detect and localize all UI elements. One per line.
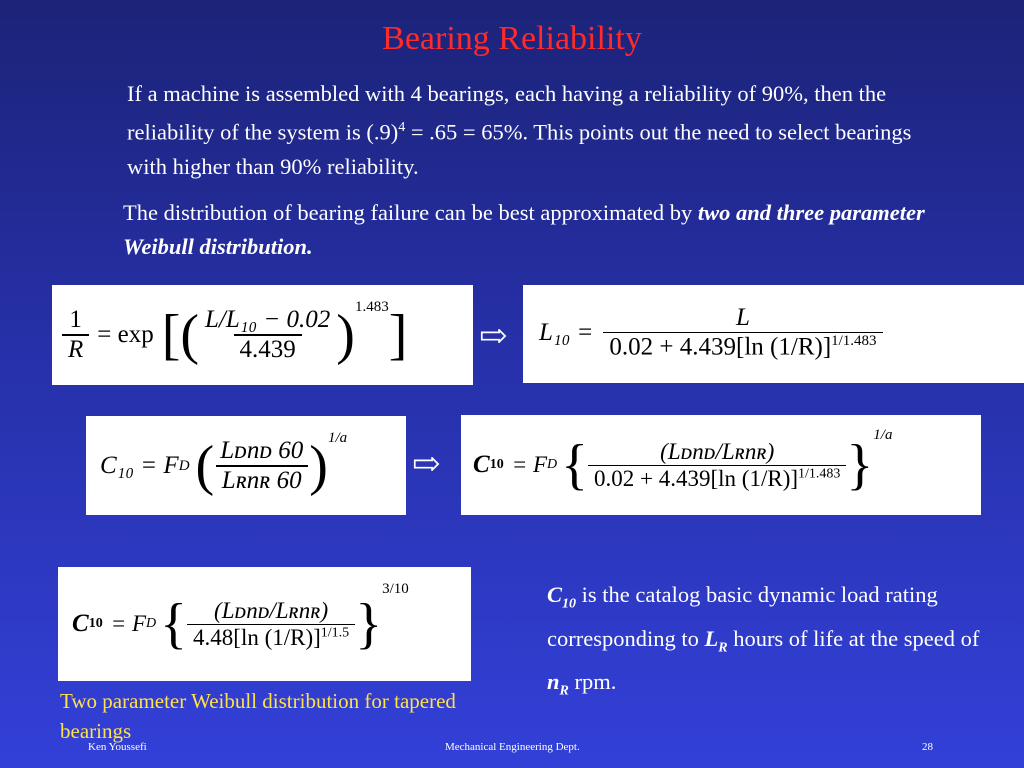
equation-l10 <box>523 285 1024 383</box>
eq1-lhs-den: R <box>62 334 89 364</box>
eq4-power: 1/a <box>873 427 893 443</box>
eq5-fraction <box>187 598 355 651</box>
eq4-brace-right: } <box>846 434 874 496</box>
eq4-label-sub: 10 <box>489 457 504 472</box>
eq1-inner-num: L/L₁₀ − 0.02 <box>205 306 331 333</box>
eq1-inner-den: 4.439 <box>234 334 302 364</box>
eq4-den: 0.02 + 4.439[ln (1/R)] <box>594 465 799 491</box>
eq3-num: Lᴅnᴅ 60 <box>220 437 304 464</box>
eq1-exp: = exp <box>97 321 154 348</box>
footer-dept: Mechanical Engineering Dept. <box>445 741 580 753</box>
equation-c10-three-param <box>461 415 981 515</box>
eq5-eq: = F <box>110 611 147 636</box>
eq5-den-power: 1/1.5 <box>320 624 350 640</box>
equation-c10-ratio <box>86 416 406 515</box>
eq5-brace-left: { <box>160 593 188 655</box>
desc-l-sub: R <box>718 640 728 655</box>
footer-page-number: 28 <box>922 741 933 753</box>
eq1-lhs-fraction <box>62 306 89 364</box>
paragraph1-part1: If a machine is assembled with 4 bearings, each having a reliability of 90%, then the reliability of the system is (.9) <box>127 81 887 145</box>
eq5-den: 4.48[ln (1/R)] <box>193 624 321 650</box>
eq3-paren-right: ) <box>309 435 328 497</box>
paragraph2-emphasis: two and three parameter Weibull distribution. <box>123 200 925 259</box>
eq5-eq-sub: D <box>146 616 157 631</box>
desc-n: n <box>547 669 560 694</box>
eq3-power: 1/a <box>327 430 348 446</box>
eq1-paren-right: ) <box>336 304 355 366</box>
eq1-bracket-right: ] <box>388 304 408 366</box>
eq2-fraction <box>603 304 882 361</box>
eq1-lhs-num: 1 <box>69 306 82 333</box>
eq1-inner-fraction <box>199 306 336 364</box>
eq3-paren-left: ( <box>195 435 215 497</box>
eq3-lhs-sub: D <box>178 457 190 474</box>
reliability-paragraph <box>127 77 947 184</box>
eq5-label-sub: 10 <box>88 616 103 631</box>
eq1-bracket-left: [( <box>161 304 200 366</box>
desc-n-sub: R <box>559 683 569 699</box>
eq2-den: 0.02 + 4.439[ln (1/R)] <box>609 333 832 361</box>
eq3-fraction <box>214 437 309 495</box>
paragraph1-exponent: 4 <box>398 120 406 135</box>
equation-c10-two-param <box>58 567 471 681</box>
footer-author: Ken Youssefi <box>88 741 147 753</box>
equation-reliability <box>52 285 473 385</box>
eq5-label: C <box>72 610 89 637</box>
eq2-num: L <box>736 304 750 332</box>
desc-text1: is the catalog basic dynamic load rating corresponding to <box>547 582 938 651</box>
desc-c: C <box>547 582 563 607</box>
tapered-caption: Two parameter Weibull distribution for tapered bearings <box>60 689 456 743</box>
eq4-eq-sub: D <box>547 457 558 472</box>
desc-text2: hours of life at the speed of <box>727 625 980 651</box>
c10-description <box>547 578 987 709</box>
arrow-right-icon: ⇨ <box>412 446 441 483</box>
eq3-den: Lʀnʀ 60 <box>216 465 308 495</box>
eq4-brace-left: { <box>561 434 589 496</box>
eq5-brace-right: } <box>355 593 383 655</box>
slide-title: Bearing Reliability <box>382 20 642 57</box>
paragraph1-part2: = .65 = 65%. This points out the need to select bearings with higher than 90% reliability. <box>127 119 912 179</box>
eq5-num: (Lᴅnᴅ/Lʀnʀ) <box>214 597 329 623</box>
eq4-den-power: 1/1.483 <box>798 465 841 481</box>
eq4-eq: = F <box>511 452 548 477</box>
eq5-power: 3/10 <box>382 581 409 597</box>
desc-c-sub: 10 <box>562 596 577 612</box>
eq3-lhs: C₁₀ = F <box>100 452 179 479</box>
paragraph2-text: The distribution of bearing failure can be best approximated by <box>123 200 698 225</box>
arrow-right-icon: ⇨ <box>479 318 508 355</box>
weibull-paragraph <box>123 196 963 264</box>
eq2-lhs: L₁₀ = <box>539 319 594 346</box>
eq4-fraction <box>588 439 846 492</box>
eq2-den-power: 1/1.483 <box>831 333 877 350</box>
desc-text3: rpm. <box>568 669 617 694</box>
eq4-label: C <box>473 451 490 478</box>
eq1-power: 1.483 <box>354 299 389 315</box>
desc-l: L <box>704 625 719 651</box>
eq4-num: (Lᴅnᴅ/Lʀnʀ) <box>660 438 775 464</box>
